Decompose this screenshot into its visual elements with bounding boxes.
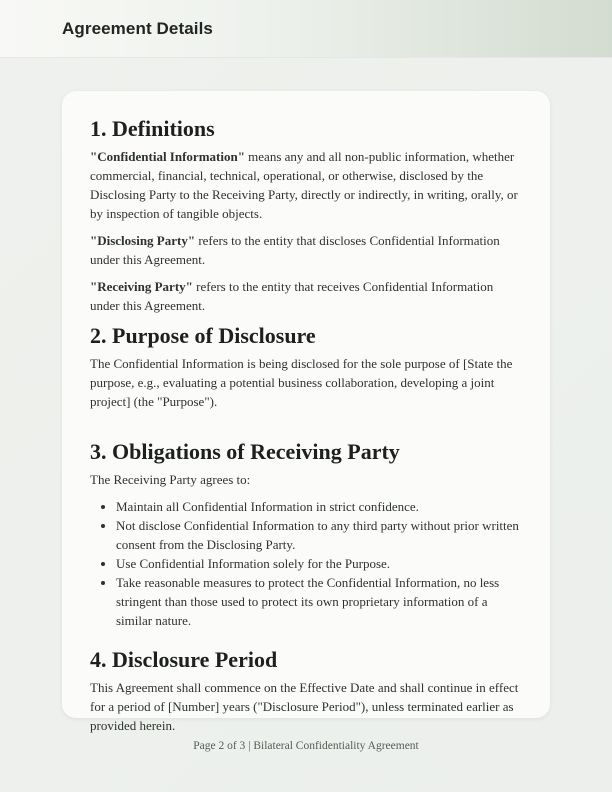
defined-term: "Disclosing Party" — [90, 233, 196, 248]
definition-text: refers to the entity that receives Confidential Information under this Agreement. — [90, 279, 494, 313]
page-title: Agreement Details — [62, 18, 213, 38]
section-heading-obligations: 3. Obligations of Receiving Party — [90, 439, 400, 464]
disclosure-period-paragraph: This Agreement shall commence on the Effective Date and shall continue in effect for a period of [Number] years ("Disclosure Period"), unless terminated earlier as provided herein. — [90, 680, 519, 733]
defined-term: "Receiving Party" — [90, 279, 193, 294]
section-heading-disclosure-period: 4. Disclosure Period — [90, 647, 278, 672]
page-header — [0, 0, 612, 58]
definition-paragraph — [90, 231, 522, 269]
agreement-card — [62, 91, 550, 733]
purpose-paragraph: The Confidential Information is being disclosed for the sole purpose of [State the purpose, e.g., evaluating a potential business collaboration, developing a joint project] (the "Purpose"). — [90, 356, 513, 409]
section-heading-purpose: 2. Purpose of Disclosure — [90, 323, 316, 348]
definition-paragraph — [90, 277, 522, 315]
definition-text: means any and all non-public information, whether commercial, financial, technical, operational, or otherwise, disclosed by the Disclosing Party to the Receiving Party, directly or indirectly, in writing, orally, or by inspection of tangible objects. — [90, 149, 518, 221]
obligations-intro: The Receiving Party agrees to: — [90, 472, 251, 487]
defined-term: "Confidential Information" — [90, 149, 245, 164]
definition-paragraph — [90, 147, 522, 223]
obligations-list — [90, 497, 522, 630]
definition-text: refers to the entity that discloses Confidential Information under this Agreement. — [90, 233, 500, 267]
bullet-item: • Take reasonable measures to protect the Confidential Information, no less stringent than those used to protect its own proprietary information of a similar nature. — [116, 573, 522, 630]
bullet-item: • Use Confidential Information solely for the Purpose. — [116, 554, 522, 573]
section-heading-definitions: 1. Definitions — [90, 116, 215, 141]
bullet-item: • Not disclose Confidential Information to any third party without prior written consent from the Disclosing Party. — [116, 516, 522, 554]
bullet-item: • Maintain all Confidential Information in strict confidence. — [116, 497, 522, 516]
page-footer-text: Page 2 of 3 | Bilateral Confidentiality Agreement — [193, 740, 419, 752]
